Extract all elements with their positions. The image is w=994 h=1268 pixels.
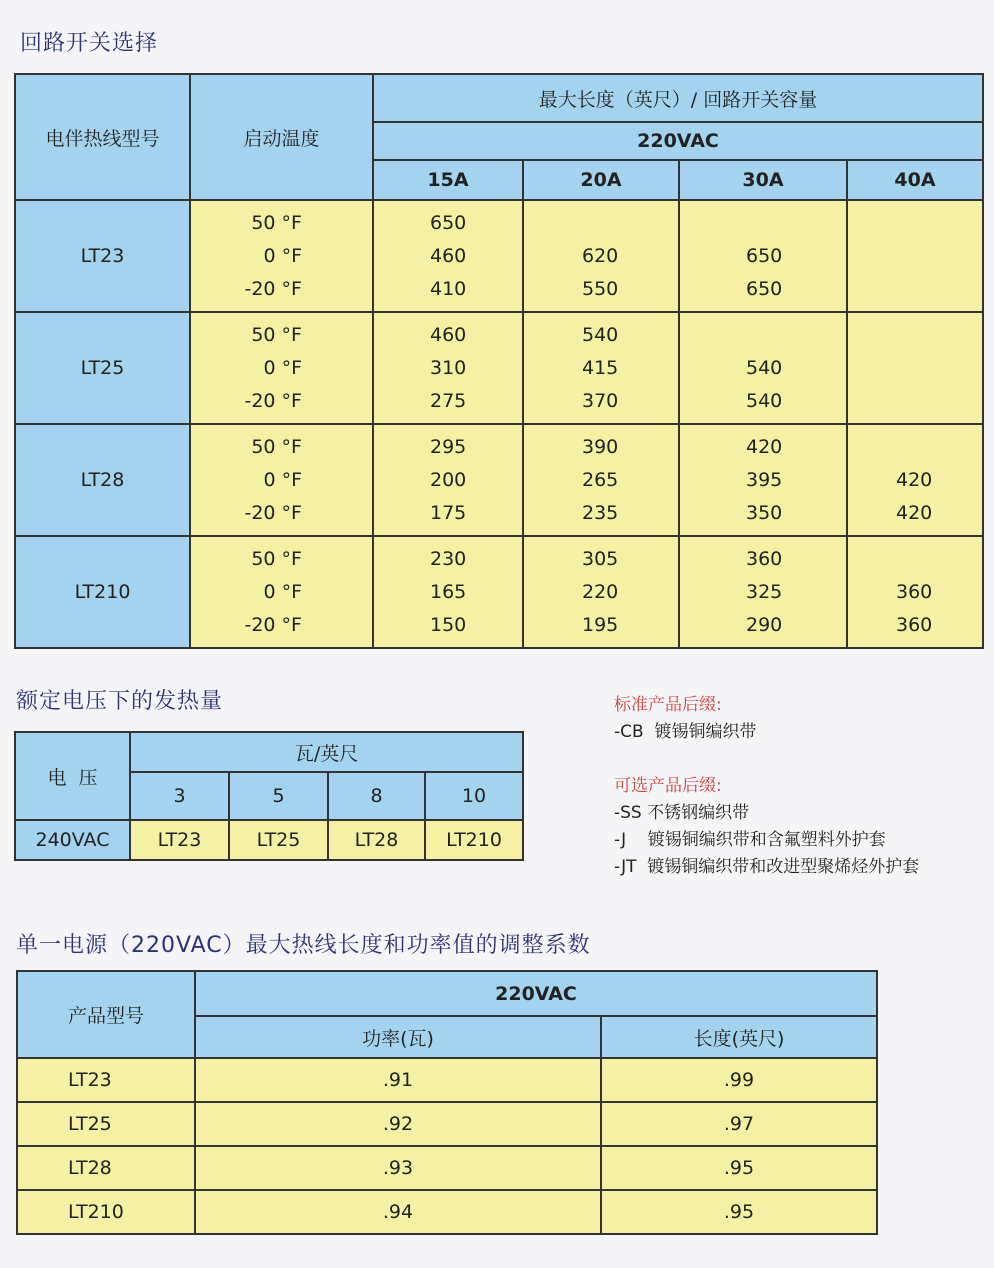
row-voltage-240vac: 240VAC bbox=[15, 820, 130, 860]
factor-row bbox=[17, 1058, 877, 1102]
start-temp-cell bbox=[190, 200, 373, 312]
temp-value: 0 °F bbox=[263, 356, 302, 379]
temp-value: 50 °F bbox=[251, 547, 302, 570]
factor-row bbox=[17, 1190, 877, 1234]
factor-row bbox=[17, 1146, 877, 1190]
watt-8: 8 bbox=[328, 772, 425, 820]
length-value: 350 bbox=[746, 501, 783, 524]
voltage-label: 电 压 bbox=[15, 732, 130, 820]
length-header: 长度(英尺) bbox=[601, 1016, 877, 1058]
length-factor-cell: .95 bbox=[601, 1190, 877, 1234]
length-value bbox=[848, 352, 982, 385]
optional-suffix-title: 可选产品后缀: bbox=[614, 776, 722, 796]
watt-5: 5 bbox=[229, 772, 328, 820]
temp-value: 0 °F bbox=[263, 244, 302, 267]
model-row bbox=[15, 536, 983, 648]
temp-value: -20 °F bbox=[244, 613, 302, 636]
start-temp-cell bbox=[190, 536, 373, 648]
length-value: 540 bbox=[746, 389, 783, 412]
length-cell-a15 bbox=[373, 424, 523, 536]
length-cell-a20 bbox=[523, 312, 679, 424]
length-cell-a30 bbox=[679, 424, 847, 536]
temp-value: -20 °F bbox=[244, 277, 302, 300]
length-value: 195 bbox=[582, 613, 619, 636]
length-value bbox=[848, 431, 982, 464]
model-header: 电伴热线型号 bbox=[15, 74, 190, 200]
circuit-breaker-table bbox=[14, 73, 984, 649]
length-value: 410 bbox=[430, 277, 467, 300]
temp-value: 50 °F bbox=[251, 435, 302, 458]
length-factor-cell: .95 bbox=[601, 1146, 877, 1190]
length-factor-cell: .99 bbox=[601, 1058, 877, 1102]
model-cell: LT25 bbox=[17, 1102, 195, 1146]
length-value: 420 bbox=[746, 435, 783, 458]
power-factor-cell: .93 bbox=[195, 1146, 601, 1190]
heat-output-table bbox=[14, 731, 524, 861]
length-value: 540 bbox=[746, 356, 783, 379]
temp-value: 50 °F bbox=[251, 323, 302, 346]
length-value: 370 bbox=[582, 389, 619, 412]
length-value: 650 bbox=[746, 244, 783, 267]
length-cell-a30 bbox=[679, 200, 847, 312]
length-value bbox=[848, 319, 982, 352]
length-value: 390 bbox=[582, 435, 619, 458]
length-value: 395 bbox=[746, 468, 783, 491]
standard-suffix-title: 标准产品后缀: bbox=[614, 695, 722, 715]
watt-3: 3 bbox=[130, 772, 229, 820]
length-value: 265 bbox=[582, 468, 619, 491]
length-value: 420 bbox=[896, 468, 933, 491]
adjustment-factor-table bbox=[16, 970, 878, 1235]
optional-suffix-item: -JT 镀锡铜编织带和改进型聚烯烃外护套 bbox=[614, 857, 920, 877]
length-factor-cell: .97 bbox=[601, 1102, 877, 1146]
length-value: 620 bbox=[582, 244, 619, 267]
length-value bbox=[524, 207, 678, 240]
length-value: 230 bbox=[430, 547, 467, 570]
model-cell: LT210 bbox=[17, 1190, 195, 1234]
length-cell-a40 bbox=[847, 536, 983, 648]
length-value: 360 bbox=[746, 547, 783, 570]
power-header: 功率(瓦) bbox=[195, 1016, 601, 1058]
model-cell: LT23 bbox=[15, 200, 190, 312]
model-cell: LT210 bbox=[15, 536, 190, 648]
section2-title: 额定电压下的发热量 bbox=[16, 689, 224, 714]
watt-unit-header: 瓦/英尺 bbox=[130, 732, 523, 772]
length-value bbox=[848, 543, 982, 576]
model-lt23: LT23 bbox=[130, 820, 229, 860]
length-value bbox=[680, 207, 846, 240]
length-cell-a15 bbox=[373, 200, 523, 312]
model-lt25: LT25 bbox=[229, 820, 328, 860]
length-value: 275 bbox=[430, 389, 467, 412]
model-cell: LT23 bbox=[17, 1058, 195, 1102]
length-value: 650 bbox=[746, 277, 783, 300]
length-cell-a30 bbox=[679, 312, 847, 424]
section3-title: 单一电源（220VAC）最大热线长度和功率值的调整系数 bbox=[16, 933, 591, 958]
length-value: 235 bbox=[582, 501, 619, 524]
model-row bbox=[15, 424, 983, 536]
product-model-header: 产品型号 bbox=[17, 971, 195, 1058]
length-value: 325 bbox=[746, 580, 783, 603]
length-value: 305 bbox=[582, 547, 619, 570]
model-cell: LT25 bbox=[15, 312, 190, 424]
length-value bbox=[848, 207, 982, 240]
length-cell-a20 bbox=[523, 424, 679, 536]
length-cell-a15 bbox=[373, 312, 523, 424]
length-value: 360 bbox=[896, 580, 933, 603]
length-value: 360 bbox=[896, 613, 933, 636]
voltage-header: 220VAC bbox=[195, 971, 877, 1016]
start-temp-cell bbox=[190, 424, 373, 536]
length-value: 295 bbox=[430, 435, 467, 458]
max-length-header: 最大长度（英尺）/ 回路开关容量 bbox=[373, 74, 983, 122]
model-lt28: LT28 bbox=[328, 820, 425, 860]
model-row bbox=[15, 200, 983, 312]
length-cell-a40 bbox=[847, 424, 983, 536]
length-cell-a30 bbox=[679, 536, 847, 648]
amp-header-30a: 30A bbox=[679, 160, 847, 200]
length-value: 460 bbox=[430, 244, 467, 267]
power-factor-cell: .92 bbox=[195, 1102, 601, 1146]
length-cell-a40 bbox=[847, 312, 983, 424]
amp-header-15a: 15A bbox=[373, 160, 523, 200]
temp-value: 0 °F bbox=[263, 468, 302, 491]
amp-header-40a: 40A bbox=[847, 160, 983, 200]
length-value: 420 bbox=[896, 501, 933, 524]
length-value: 220 bbox=[582, 580, 619, 603]
length-value: 310 bbox=[430, 356, 467, 379]
length-value bbox=[848, 240, 982, 273]
length-value: 175 bbox=[430, 501, 467, 524]
power-factor-cell: .91 bbox=[195, 1058, 601, 1102]
length-value bbox=[848, 273, 982, 306]
length-cell-a15 bbox=[373, 536, 523, 648]
length-value: 550 bbox=[582, 277, 619, 300]
length-value: 290 bbox=[746, 613, 783, 636]
length-value: 165 bbox=[430, 580, 467, 603]
length-value: 150 bbox=[430, 613, 467, 636]
temp-value: 50 °F bbox=[251, 211, 302, 234]
factor-row bbox=[17, 1102, 877, 1146]
length-cell-a20 bbox=[523, 536, 679, 648]
standard-suffix-item: -CB 镀锡铜编织带 bbox=[614, 722, 757, 742]
model-cell: LT28 bbox=[17, 1146, 195, 1190]
voltage-header: 220VAC bbox=[373, 122, 983, 160]
temp-value: -20 °F bbox=[244, 501, 302, 524]
amp-header-20a: 20A bbox=[523, 160, 679, 200]
model-lt210: LT210 bbox=[425, 820, 523, 860]
model-row bbox=[15, 312, 983, 424]
length-cell-a40 bbox=[847, 200, 983, 312]
section1-title: 回路开关选择 bbox=[20, 31, 159, 56]
temp-value: 0 °F bbox=[263, 580, 302, 603]
optional-suffix-item: -J 镀锡铜编织带和含氟塑料外护套 bbox=[614, 830, 886, 850]
watt-10: 10 bbox=[425, 772, 523, 820]
start-temp-cell bbox=[190, 312, 373, 424]
length-value: 540 bbox=[582, 323, 619, 346]
start-temp-header: 启动温度 bbox=[190, 74, 373, 200]
length-value bbox=[680, 319, 846, 352]
model-cell: LT28 bbox=[15, 424, 190, 536]
length-value: 650 bbox=[430, 211, 467, 234]
power-factor-cell: .94 bbox=[195, 1190, 601, 1234]
length-value bbox=[848, 385, 982, 418]
length-value: 200 bbox=[430, 468, 467, 491]
length-cell-a20 bbox=[523, 200, 679, 312]
suffix-notes bbox=[614, 692, 919, 881]
length-value: 460 bbox=[430, 323, 467, 346]
optional-suffix-item: -SS 不锈钢编织带 bbox=[614, 803, 750, 823]
length-value: 415 bbox=[582, 356, 619, 379]
temp-value: -20 °F bbox=[244, 389, 302, 412]
